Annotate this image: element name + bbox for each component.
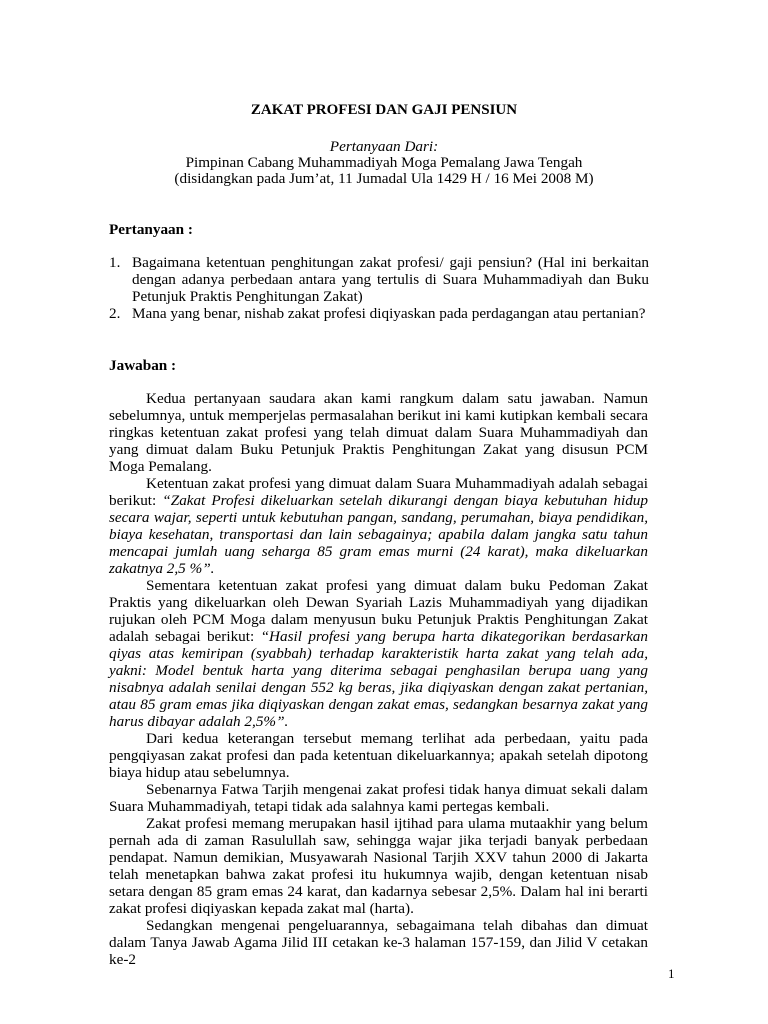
paragraph — [109, 917, 648, 968]
paragraph-text: Zakat profesi memang merupakan hasil ijtihad para ulama mutaakhir yang belum pernah ada di zaman Rasulullah saw, sehingga wajar jika terjadi banyak perbedaan pendapat. Namun demikian, Musyawarah Nasional Tarjih XXV tahun 2000 di Jakarta telah menetapkan bahwa zakat profesi itu hukumnya wajib, dengan ketentuan nisab setara dengan 85 gram emas 24 karat, dan kadarnya sebesar 2,5%. Dalam hal ini berarti zakat profesi diqiyaskan kepada zakat mal (harta). — [109, 815, 648, 917]
questions-heading: Pertanyaan : — [109, 221, 193, 238]
paragraph — [109, 781, 648, 815]
paragraph — [109, 577, 648, 730]
question-text: Mana yang benar, nishab zakat profesi diqiyaskan pada perdagangan atau pertanian? — [132, 305, 646, 322]
asked-by: Pimpinan Cabang Muhammadiyah Moga Pemalang Jawa Tengah — [185, 154, 583, 171]
paragraph — [109, 390, 648, 475]
answer-body — [109, 390, 648, 968]
paragraph — [109, 475, 648, 577]
asked-by-label: Pertanyaan Dari: — [329, 138, 439, 155]
paragraph-quote: “Hasil profesi yang berupa harta dikategorikan berdasarkan qiyas atas kemiripan (syabbah) terhadap karakteristik harta zakat yang telah ada, yakni: Model bentuk harta yang diterima sebagai penghasilan berupa uang yang nisabnya adalah senilai dengan 552 kg beras, jika diqiyaskan dengan zakat pertanian, atau 85 gram emas jika diqiyaskan dengan zakat emas, sedangkan besarnya zakat yang harus dibayar adalah 2,5%”. — [109, 628, 648, 730]
list-item — [109, 305, 649, 322]
paragraph-text: Sedangkan mengenai pengeluarannya, sebagaimana telah dibahas dan dimuat dalam Tanya Jawab Agama Jilid III cetakan ke-3 halaman 157-159, dan Jilid V cetakan ke-2 — [109, 917, 648, 968]
paragraph-quote: “Zakat Profesi dikeluarkan setelah dikurangi dengan biaya kebutuhan hidup secara wajar, seperti untuk kebutuhan pangan, sandang, perumahan, biaya pendidikan, biaya kesehatan, transportasi dan lain sebagainya; apabila dalam jangka satu tahun mencapai jumlah uang seharga 85 gram emas murni (24 karat), maka dikeluarkan zakatnya 2,5 %”. — [109, 492, 648, 577]
session-date: (disidangkan pada Jum’at, 11 Jumadal Ula 1429 H / 16 Mei 2008 M) — [174, 170, 594, 187]
paragraph-text: Kedua pertanyaan saudara akan kami rangkum dalam satu jawaban. Namun sebelumnya, untuk memperjelas permasalahan berikut ini kami kutipkan kembali secara ringkas ketentuan zakat profesi yang telah dimuat dalam Suara Muhammadiyah dan yang dimuat dalam Buku Petunjuk Praktis Penghitungan Zakat yang disusun PCM Moga Pemalang. — [109, 390, 648, 475]
question-number: 2. — [109, 305, 121, 322]
paragraph-text: Sebenarnya Fatwa Tarjih mengenai zakat profesi tidak hanya dimuat sekali dalam Suara Muhammadiyah, tetapi tidak ada salahnya kami pertegas kembali. — [109, 781, 648, 815]
paragraph-text: Dari kedua keterangan tersebut memang terlihat ada perbedaan, yaitu pada pengqiyasan zakat profesi dan pada ketentuan dikeluarkannya; apakah setelah dipotong biaya hidup atau sebelumnya. — [109, 730, 648, 781]
question-text: Bagaimana ketentuan penghitungan zakat profesi/ gaji pensiun? (Hal ini berkaitan dengan adanya perbedaan antara yang tertulis di Suara Muhammadiyah dan Buku Petunjuk Praktis Penghitungan Zakat) — [132, 254, 649, 305]
paragraph — [109, 815, 648, 917]
page-number: 1 — [668, 966, 675, 981]
paragraph-text: Sementara ketentuan zakat profesi yang dimuat dalam buku Pedoman Zakat Praktis yang dikeluarkan oleh Dewan Syariah Lazis Muhammadiyah yang dijadikan rujukan oleh PCM Moga dalam menyusun buku Petunjuk Praktis Penghitungan Zakat adalah sebagai berikut: — [109, 577, 648, 645]
list-item — [109, 254, 649, 305]
document-title: ZAKAT PROFESI DAN GAJI PENSIUN — [250, 102, 518, 118]
question-number: 1. — [109, 254, 121, 271]
answer-heading: Jawaban : — [109, 357, 177, 374]
paragraph — [109, 730, 648, 781]
paragraph-text: Ketentuan zakat profesi yang dimuat dalam Suara Muhammadiyah adalah sebagai berikut: — [109, 475, 648, 509]
question-list — [109, 254, 649, 322]
